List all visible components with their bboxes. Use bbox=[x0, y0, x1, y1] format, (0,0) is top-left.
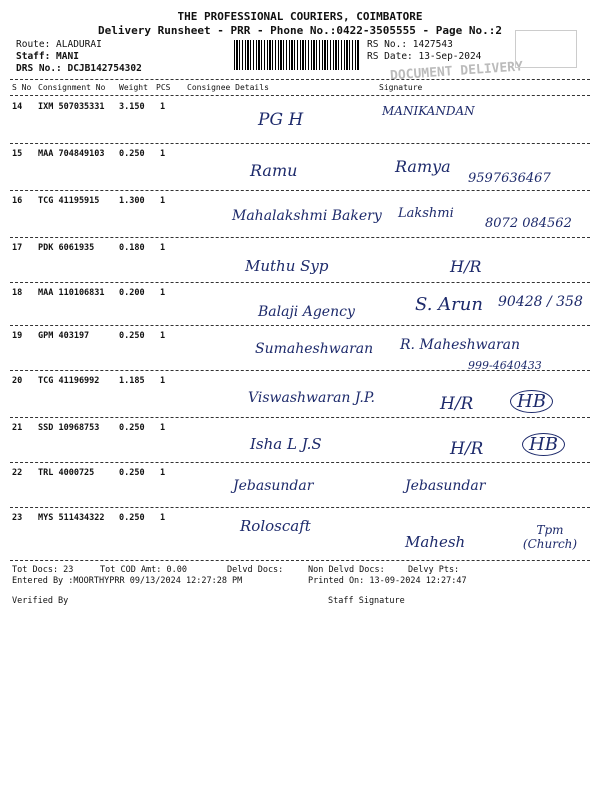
divider bbox=[10, 370, 590, 371]
delivered-docs: Delvd Docs: bbox=[227, 565, 284, 575]
row-sno: 22 bbox=[12, 468, 23, 478]
divider bbox=[10, 462, 590, 463]
table-row bbox=[0, 196, 600, 237]
non-delivered-docs: Non Delvd Docs: bbox=[308, 565, 385, 575]
row-pcs: 1 bbox=[160, 423, 166, 433]
divider bbox=[10, 143, 590, 144]
row-weight: 0.250 bbox=[119, 468, 145, 478]
consignee-handwriting: Mahalakshmi Bakery bbox=[232, 208, 382, 224]
phone-handwriting: 90428 / 358 bbox=[498, 294, 583, 310]
route-label: Route: ALADURAI bbox=[16, 39, 102, 50]
signature-handwriting: Ramya bbox=[395, 157, 451, 176]
row-consignment: TCG 41196992 bbox=[38, 376, 100, 386]
row-sno: 19 bbox=[12, 331, 23, 341]
table-row bbox=[0, 468, 600, 509]
row-weight: 0.250 bbox=[119, 513, 145, 523]
col-pcs: PCS bbox=[156, 83, 171, 92]
row-weight: 0.250 bbox=[119, 149, 145, 159]
phone-handwriting: 8072 084562 bbox=[485, 216, 572, 231]
row-weight: 1.185 bbox=[119, 376, 145, 386]
signature-handwriting: H/R bbox=[450, 257, 482, 276]
consignee-handwriting: PG H bbox=[258, 110, 304, 130]
signature-handwriting: Lakshmi bbox=[398, 206, 454, 221]
row-consignment: MYS 511434322 bbox=[38, 513, 105, 523]
divider bbox=[10, 79, 590, 80]
rs-date: RS Date: 13-Sep-2024 bbox=[367, 51, 482, 62]
divider bbox=[10, 417, 590, 418]
total-docs: Tot Docs: 23 bbox=[12, 565, 74, 575]
col-consignment: Consignment No bbox=[38, 83, 106, 92]
consignee-handwriting: Muthu Syp bbox=[245, 257, 329, 275]
entered-by: Entered By :MOORTHYPRR 09/13/2024 12:27:28 PM bbox=[12, 576, 243, 586]
row-sno: 14 bbox=[12, 102, 23, 112]
row-pcs: 1 bbox=[160, 376, 166, 386]
hb-stamp: HB bbox=[510, 390, 553, 413]
table-row bbox=[0, 376, 600, 417]
consignee-handwriting: Ramu bbox=[250, 161, 298, 180]
logo-stamp bbox=[515, 30, 577, 68]
row-sno: 16 bbox=[12, 196, 23, 206]
row-weight: 0.180 bbox=[119, 243, 145, 253]
note-handwriting: Tpm (Church) bbox=[522, 523, 578, 551]
verified-by: Verified By bbox=[12, 596, 69, 606]
row-weight: 0.250 bbox=[119, 331, 145, 341]
row-weight: 3.150 bbox=[119, 102, 145, 112]
row-consignment: MAA 704849103 bbox=[38, 149, 105, 159]
runsheet-title: Delivery Runsheet - PRR - Phone No.:0422-3505555 - Page No.:2 bbox=[98, 24, 502, 37]
table-row bbox=[0, 331, 600, 372]
row-consignment: IXM 507035331 bbox=[38, 102, 105, 112]
consignee-handwriting: Isha L J.S bbox=[250, 435, 322, 453]
row-consignment: GPM 403197 bbox=[38, 331, 90, 341]
signature-handwriting: Mahesh bbox=[405, 533, 466, 551]
consignee-handwriting: Sumaheshwaran bbox=[255, 341, 374, 357]
row-pcs: 1 bbox=[160, 196, 166, 206]
staff-label: Staff: MANI bbox=[16, 51, 79, 62]
col-consignee: Consignee Details bbox=[187, 83, 269, 92]
delivery-points: Delvy Pts: bbox=[408, 565, 460, 575]
row-consignment: TCG 41195915 bbox=[38, 196, 100, 206]
signature-handwriting: S. Arun bbox=[415, 294, 483, 315]
table-row bbox=[0, 243, 600, 284]
hb-stamp: HB bbox=[522, 433, 565, 456]
row-pcs: 1 bbox=[160, 513, 166, 523]
drs-number: DRS No.: DCJB142754302 bbox=[16, 63, 142, 74]
signature-handwriting: R. Maheshwaran bbox=[400, 337, 521, 353]
consignee-handwriting: Roloscaft bbox=[240, 517, 311, 535]
row-sno: 23 bbox=[12, 513, 23, 523]
divider bbox=[10, 190, 590, 191]
row-sno: 20 bbox=[12, 376, 23, 386]
row-sno: 17 bbox=[12, 243, 23, 253]
consignee-handwriting: Jebasundar bbox=[233, 478, 314, 494]
signature-handwriting: H/R bbox=[450, 439, 484, 459]
col-weight: Weight bbox=[119, 83, 148, 92]
barcode bbox=[234, 40, 360, 70]
row-pcs: 1 bbox=[160, 102, 166, 112]
row-consignment: MAA 110106831 bbox=[38, 288, 105, 298]
phone-handwriting: 999-4640433 bbox=[468, 359, 542, 372]
signature-handwriting: H/R bbox=[440, 394, 474, 414]
rs-number: RS No.: 1427543 bbox=[367, 39, 453, 50]
company-title: THE PROFESSIONAL COURIERS, COIMBATORE bbox=[177, 10, 423, 23]
row-pcs: 1 bbox=[160, 243, 166, 253]
row-consignment: TRL 4000725 bbox=[38, 468, 95, 478]
divider bbox=[10, 507, 590, 508]
divider bbox=[10, 325, 590, 326]
table-row bbox=[0, 102, 600, 143]
row-consignment: SSD 10968753 bbox=[38, 423, 100, 433]
signature-handwriting: Jebasundar bbox=[405, 478, 486, 494]
table-row bbox=[0, 288, 600, 329]
col-sno: S No bbox=[12, 83, 32, 92]
delivery-stamp: DOCUMENT DELIVERY bbox=[389, 59, 524, 84]
table-row bbox=[0, 149, 600, 190]
row-sno: 18 bbox=[12, 288, 23, 298]
row-pcs: 1 bbox=[160, 331, 166, 341]
row-consignment: PDK 6061935 bbox=[38, 243, 95, 253]
consignee-handwriting: Viswashwaran J.P. bbox=[248, 390, 375, 406]
divider bbox=[10, 560, 590, 561]
staff-signature: Staff Signature bbox=[328, 596, 405, 606]
row-sno: 15 bbox=[12, 149, 23, 159]
total-cod: Tot COD Amt: 0.00 bbox=[100, 565, 187, 575]
col-signature: Signature bbox=[379, 83, 423, 92]
divider bbox=[10, 237, 590, 238]
row-pcs: 1 bbox=[160, 468, 166, 478]
divider bbox=[10, 282, 590, 283]
row-weight: 0.200 bbox=[119, 288, 145, 298]
row-pcs: 1 bbox=[160, 288, 166, 298]
divider bbox=[10, 95, 590, 96]
consignee-handwriting: Balaji Agency bbox=[258, 304, 355, 320]
row-weight: 0.250 bbox=[119, 423, 145, 433]
table-row bbox=[0, 513, 600, 554]
row-sno: 21 bbox=[12, 423, 23, 433]
signature-handwriting: MANIKANDAN bbox=[382, 104, 475, 118]
row-weight: 1.300 bbox=[119, 196, 145, 206]
phone-handwriting: 9597636467 bbox=[468, 171, 551, 186]
row-pcs: 1 bbox=[160, 149, 166, 159]
table-row bbox=[0, 423, 600, 464]
printed-on: Printed On: 13-09-2024 12:27:47 bbox=[308, 576, 467, 586]
